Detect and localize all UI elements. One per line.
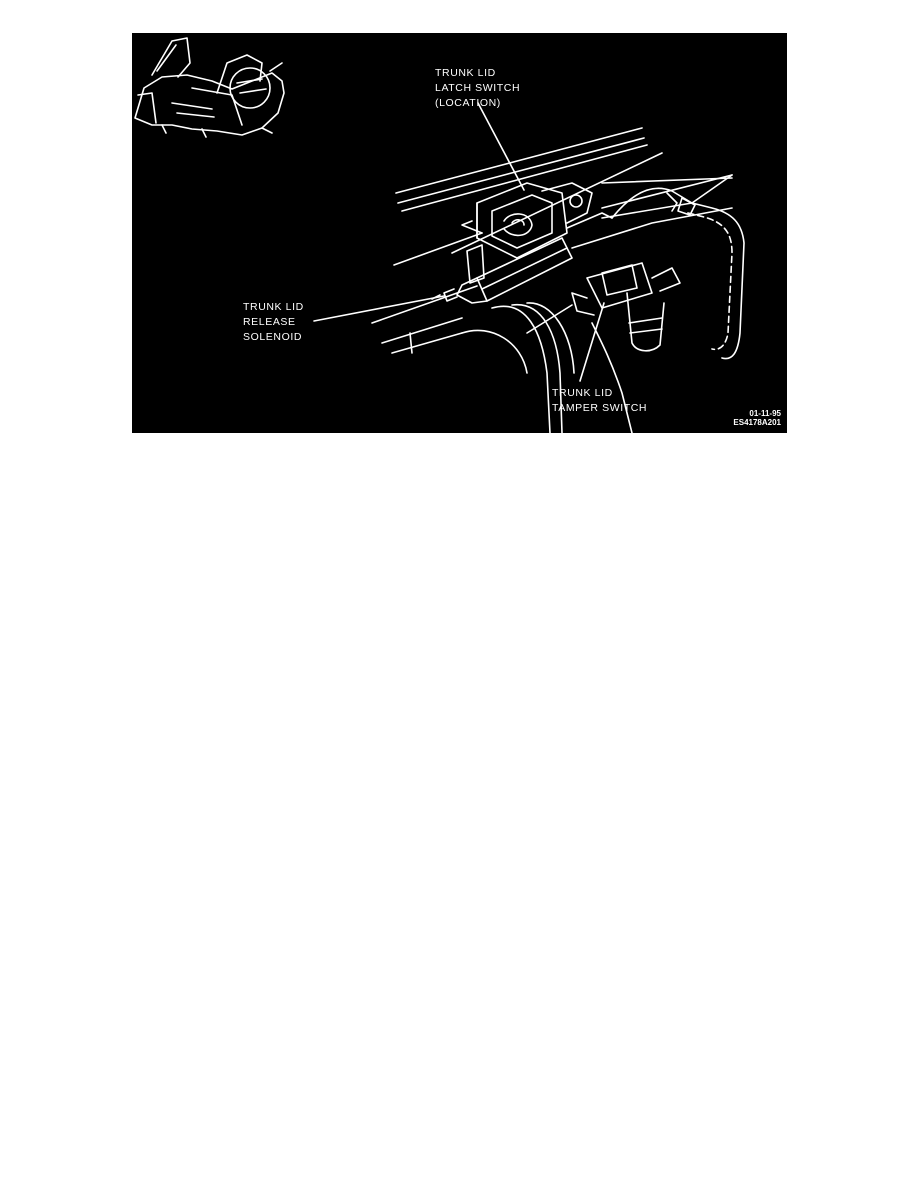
tamper-switch-label: TRUNK LID TAMPER SWITCH xyxy=(552,387,648,414)
latch-switch-label: TRUNK LID LATCH SWITCH (LOCATION) xyxy=(435,67,521,109)
figure-code: ES4178A201 xyxy=(733,418,781,427)
date-code: 01-11-95 xyxy=(749,409,781,418)
leader-release-solenoid xyxy=(314,296,444,321)
latch-switch-bracket xyxy=(467,183,612,283)
release-solenoid-label: TRUNK LID RELEASE SOLENOID xyxy=(243,301,304,343)
figure-reference-code xyxy=(733,409,781,427)
trunk-lid-diagram xyxy=(132,33,787,433)
vehicle-locator-inset xyxy=(135,38,284,137)
wiring-harness xyxy=(527,188,744,358)
release-solenoid xyxy=(432,238,572,303)
leader-latch-switch xyxy=(478,103,524,190)
